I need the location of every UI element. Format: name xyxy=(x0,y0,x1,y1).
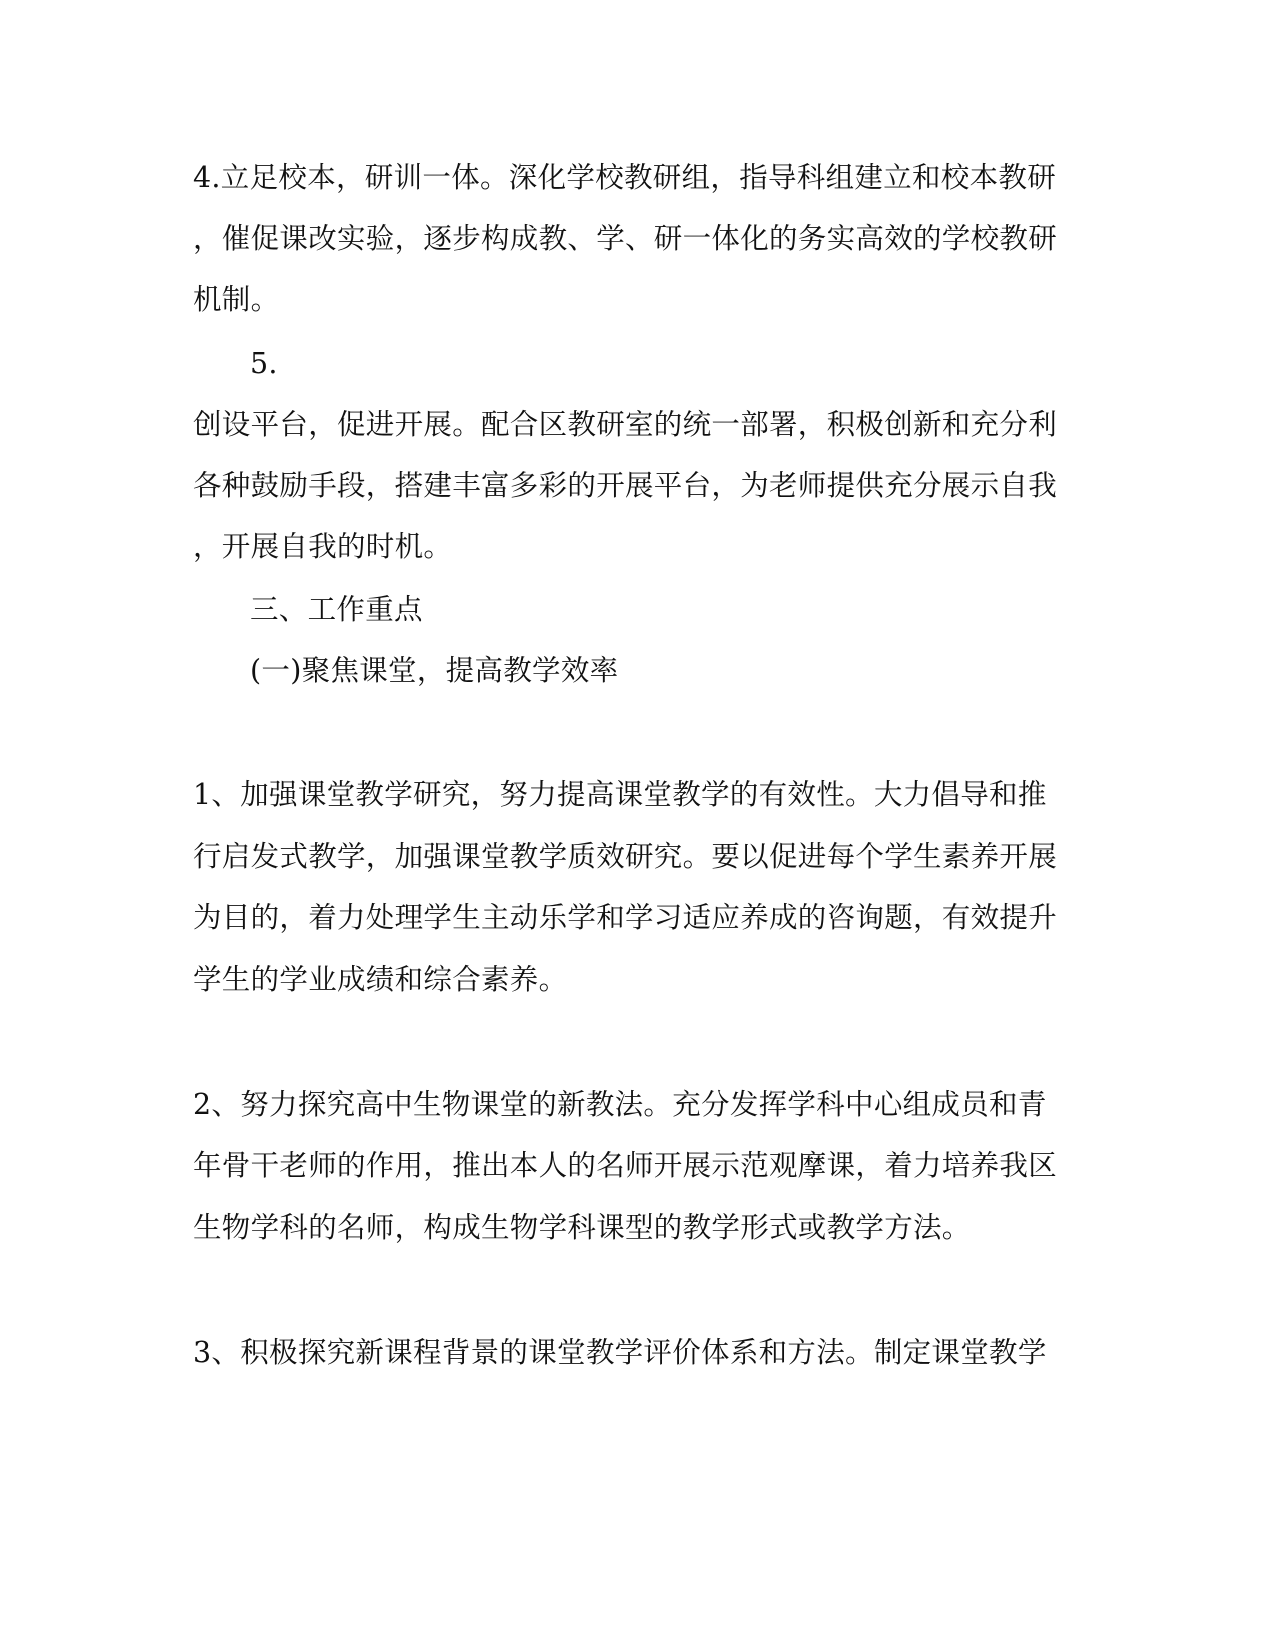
item-2-line-3: 生物学科的名师，构成生物学科课型的教学形式或教学方法。 xyxy=(193,1211,971,1244)
paragraph-4-line-3: 机制。 xyxy=(193,283,280,316)
item-2-line-1: 2、努力探究高中生物课堂的新教法。充分发挥学科中心组成员和青 xyxy=(193,1088,1047,1121)
item-1-line-1: 1、加强课堂教学研究，努力提高课堂教学的有效性。大力倡导和推 xyxy=(193,778,1047,811)
paragraph-4-line-2: ，催促课改实验，逐步构成教、学、研一体化的务实高效的学校教研 xyxy=(193,222,1058,255)
item-1-line-4: 学生的学业成绩和综合素养。 xyxy=(193,963,568,996)
paragraph-4-line-1: 4.立足校本，研训一体。深化学校教研组，指导科组建立和校本教研 xyxy=(193,161,1056,194)
item-3-line-1: 3、积极探究新课程背景的课堂教学评价体系和方法。制定课堂教学 xyxy=(193,1336,1047,1369)
item-5-number: 5. xyxy=(250,347,278,380)
paragraph-5-line-2: 各种鼓励手段，搭建丰富多彩的开展平台，为老师提供充分展示自我 xyxy=(193,469,1058,502)
item-1-line-2: 行启发式教学，加强课堂教学质效研究。要以促进每个学生素养开展 xyxy=(193,840,1058,873)
section-heading: 三、工作重点 xyxy=(250,593,423,626)
paragraph-5-line-1: 创设平台，促进开展。配合区教研室的统一部署，积极创新和充分利 xyxy=(193,408,1058,441)
item-1-line-3: 为目的，着力处理学生主动乐学和学习适应养成的咨询题，有效提升 xyxy=(193,901,1058,934)
item-2-line-2: 年骨干老师的作用，推出本人的名师开展示范观摩课，着力培养我区 xyxy=(193,1149,1058,1182)
paragraph-5-line-3: ，开展自我的时机。 xyxy=(193,530,453,563)
sub-heading: (一)聚焦课堂，提高教学效率 xyxy=(250,654,619,687)
